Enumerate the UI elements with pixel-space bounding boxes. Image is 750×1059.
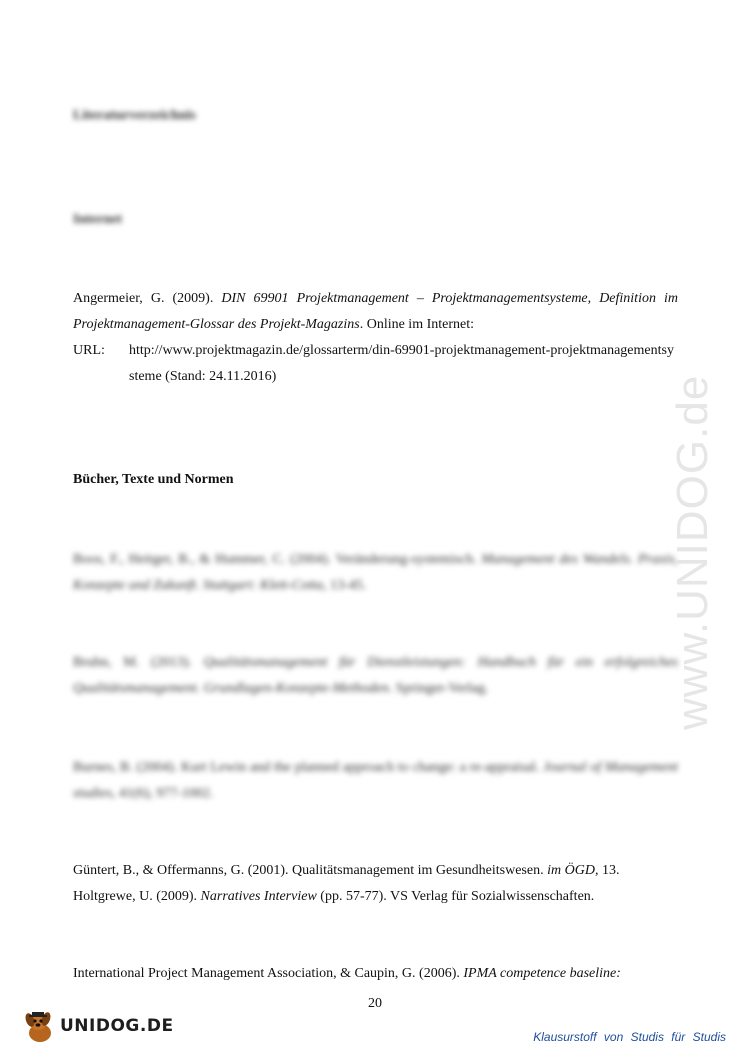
url-row xyxy=(73,338,678,390)
entry-tail: (pp. 57-77). VS Verlag für Sozialwissenschaften. xyxy=(316,889,595,904)
entry-suffix: . Online im Internet: xyxy=(359,317,475,332)
entry-tail: , 13. xyxy=(594,863,620,878)
entry-author: Angermeier, G. (2009). xyxy=(73,291,222,306)
unidog-logo[interactable] xyxy=(22,1008,174,1044)
entry-tail: , 41(6), 977-1002. xyxy=(111,786,214,801)
entry-text: Boos, F., Heitger, B., & Hummer, C. (2004). Veränderung-systemisch. xyxy=(73,552,482,567)
entry-italic: Journal of Management studies xyxy=(73,760,678,801)
bibliography-heading: Literaturverzeichnis xyxy=(73,108,196,123)
entry-title: DIN 69901 Projektmanagement – Projektmanagementsysteme, Definition im Projektmanagement-Glossar des Projekt-Magazins xyxy=(73,291,679,332)
reference-entry-boos xyxy=(73,547,678,599)
watermark: www.UNIDOG.de xyxy=(668,374,717,730)
entry-italic: Narratives Interview xyxy=(200,889,317,904)
dog-mascot-icon xyxy=(22,1008,58,1044)
footer-tagline: Klausurstoff von Studis für Studis xyxy=(533,1030,726,1044)
reference-url[interactable]: http://www.projektmagazin.de/glossarterm/din-69901-projektmanagement-projektmanagementsysteme (Stand: 24.11.2016) xyxy=(129,343,674,384)
entry-italic: Management des Wandels. Praxis, Konzepte und Zukunft. Stuttgart: Klett-Cotta xyxy=(73,552,678,593)
url-label: URL: xyxy=(73,343,105,358)
reference-entry-holtgrewe xyxy=(73,884,678,910)
logo-text: UNIDOG.DE xyxy=(60,1016,174,1036)
reference-entry-guentert xyxy=(73,858,678,884)
reference-entry-burnes xyxy=(73,755,678,807)
entry-italic: im ÖGD xyxy=(547,863,595,878)
entry-tail: , 13-45. xyxy=(323,578,367,593)
reference-entry-bruhn xyxy=(73,650,678,702)
reference-entry-ipma xyxy=(73,961,678,987)
books-heading: Bücher, Texte und Normen xyxy=(73,472,234,487)
entry-text: Holtgrewe, U. (2009). xyxy=(73,889,201,904)
entry-text: Burnes, B. (2004). Kurt Lewin and the planned approach to change: a re-appraisal. xyxy=(73,760,543,775)
internet-reference-entry xyxy=(73,286,678,390)
entry-text: Güntert, B., & Offermanns, G. (2001). Qualitätsmanagement im Gesundheitswesen. xyxy=(73,863,548,878)
page-number: 20 xyxy=(368,996,382,1011)
entry-text: International Project Management Association, & Caupin, G. (2006). xyxy=(73,966,464,981)
internet-heading: Internet xyxy=(73,212,122,227)
entry-text: Bruhn, M. (2013). xyxy=(73,655,204,670)
entry-italic: Qualitätsmanagement für Dienstleistungen: Handbuch für ein erfolgreiches Qualitätsmanagement. Grundlagen-Konzepte-Methoden xyxy=(73,655,678,696)
entry-tail: . Springer-Verlag. xyxy=(388,681,489,696)
entry-italic: IPMA competence baseline: xyxy=(463,966,621,981)
